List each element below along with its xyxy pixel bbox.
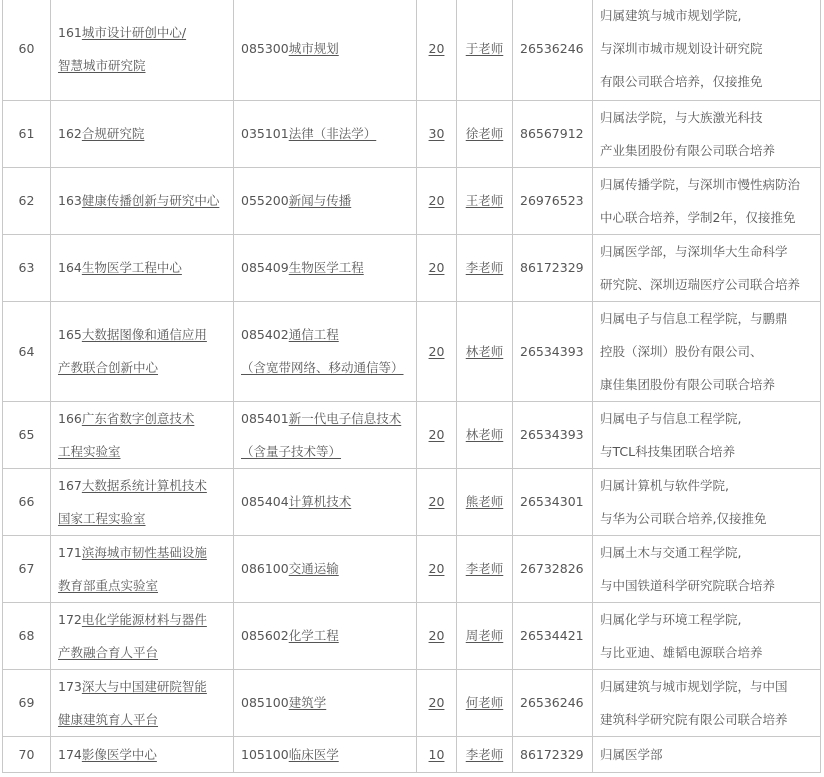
- major-link[interactable]: 城市规划: [288, 41, 339, 57]
- phone-number: 86172329: [520, 746, 584, 762]
- major-link[interactable]: 化学工程: [288, 628, 339, 643]
- unit-number: 162: [58, 126, 82, 141]
- teacher-link[interactable]: 李老师: [465, 561, 504, 576]
- unit-number: 174: [58, 746, 82, 762]
- note-line: [600, 0, 814, 32]
- quota-link[interactable]: 20: [428, 494, 445, 509]
- unit-link[interactable]: 城市设计研创中心/: [81, 24, 187, 40]
- major-line: [241, 32, 410, 65]
- major-link[interactable]: 临床医学: [288, 746, 339, 762]
- note-text: 控股（深圳）股份有限公司、: [600, 343, 763, 359]
- unit-number: 167: [58, 477, 82, 493]
- teacher-link[interactable]: 李老师: [465, 746, 504, 762]
- quota-link[interactable]: 20: [428, 628, 445, 643]
- note-line: [600, 636, 814, 669]
- major-link[interactable]: 通信工程: [288, 327, 339, 342]
- row-number-cell: [3, 535, 51, 602]
- quota-link[interactable]: 20: [428, 427, 445, 442]
- table-row: [3, 167, 821, 234]
- unit-number: 163: [58, 193, 82, 208]
- row-number: 65: [18, 427, 35, 442]
- note-line: [600, 201, 814, 234]
- note-line: [600, 603, 814, 636]
- unit-number: 173: [58, 678, 82, 694]
- teacher-link[interactable]: 熊老师: [465, 494, 504, 509]
- unit-link[interactable]: 产教融合育人平台: [58, 644, 159, 660]
- major-link[interactable]: 建筑学: [288, 695, 327, 710]
- teacher-cell: [457, 468, 513, 535]
- note-text: 研究院、深圳迈瑞医疗公司联合培养: [600, 276, 801, 292]
- unit-number: 164: [58, 260, 82, 275]
- row-number: 61: [18, 126, 35, 141]
- unit-link[interactable]: 电化学能源材料与器件: [81, 611, 207, 627]
- unit-link[interactable]: 健康传播创新与研究中心: [81, 193, 220, 208]
- quota-cell: [417, 535, 457, 602]
- note-text: 归属化学与环境工程学院,: [600, 611, 742, 627]
- table-row: [3, 669, 821, 736]
- row-number: 62: [18, 193, 35, 208]
- major-line: [241, 686, 410, 719]
- note-cell: [593, 602, 821, 669]
- quota-link[interactable]: 20: [428, 260, 445, 275]
- teacher-link[interactable]: 徐老师: [465, 126, 504, 141]
- major-code: 105100: [241, 746, 289, 762]
- table-row: [3, 301, 821, 401]
- row-number: 67: [18, 561, 35, 576]
- unit-line: [58, 184, 227, 217]
- note-text: 与深圳市城市规划设计研究院: [600, 41, 763, 57]
- major-code: 085402: [241, 327, 289, 342]
- quota-cell: [417, 301, 457, 401]
- major-line: [241, 619, 410, 652]
- note-cell: [593, 669, 821, 736]
- unit-link[interactable]: 大数据系统计算机技术: [81, 477, 207, 493]
- note-text: 建筑科学研究院有限公司联合培养: [600, 711, 788, 727]
- table-row: [3, 100, 821, 167]
- teacher-cell: [457, 535, 513, 602]
- quota-link[interactable]: 20: [428, 561, 445, 576]
- row-number: 63: [18, 260, 35, 275]
- note-text: 与华为公司联合培养,仅接推免: [600, 510, 767, 526]
- note-cell: [593, 167, 821, 234]
- unit-link[interactable]: 国家工程实验室: [58, 510, 146, 526]
- note-text: 归属医学部，与深圳华大生命科学: [600, 243, 788, 259]
- note-line: [600, 469, 814, 502]
- teacher-link[interactable]: 李老师: [465, 260, 504, 275]
- note-line: [600, 703, 814, 736]
- unit-cell: [51, 167, 234, 234]
- table-row: [3, 535, 821, 602]
- unit-number: 171: [58, 544, 82, 560]
- unit-line: [58, 251, 227, 284]
- unit-cell: [51, 602, 234, 669]
- note-text: 归属建筑与城市规划学院,: [600, 8, 742, 24]
- major-link[interactable]: 新一代电子信息技术: [288, 410, 402, 426]
- major-cell: [234, 301, 417, 401]
- quota-link[interactable]: 20: [428, 695, 445, 710]
- note-line: [600, 32, 814, 65]
- teacher-cell: [457, 100, 513, 167]
- phone-number: 26976523: [520, 193, 584, 208]
- unit-link[interactable]: 产教联合创新中心: [58, 360, 159, 375]
- note-text: 归属法学院，与大族激光科技: [600, 109, 763, 125]
- unit-link[interactable]: 健康建筑育人平台: [58, 711, 159, 727]
- phone-number: 26536246: [520, 695, 584, 710]
- teacher-link[interactable]: 林老师: [465, 343, 504, 359]
- phone-cell: [513, 0, 593, 100]
- row-number-cell: [3, 100, 51, 167]
- note-line: [600, 536, 814, 569]
- major-link[interactable]: 生物医学工程: [288, 260, 364, 275]
- teacher-cell: [457, 0, 513, 100]
- teacher-cell: [457, 234, 513, 301]
- phone-cell: [513, 401, 593, 468]
- teacher-cell: [457, 301, 513, 401]
- note-line: [600, 368, 814, 401]
- unit-cell: [51, 301, 234, 401]
- unit-line: [58, 670, 227, 703]
- unit-link[interactable]: 教育部重点实验室: [58, 577, 159, 593]
- major-line: [241, 251, 410, 284]
- note-text: 归属计算机与软件学院,: [600, 477, 729, 493]
- unit-link[interactable]: 滨海城市韧性基础设施: [81, 544, 207, 560]
- note-text: 归属建筑与城市规划学院，与中国: [600, 678, 788, 694]
- quota-cell: [417, 401, 457, 468]
- teacher-link[interactable]: 王老师: [465, 193, 504, 208]
- unit-line: [58, 738, 227, 771]
- major-cell: [234, 602, 417, 669]
- unit-line: [58, 351, 227, 384]
- note-cell: [593, 0, 821, 100]
- row-number-cell: [3, 602, 51, 669]
- unit-link[interactable]: 影像医学中心: [81, 746, 157, 762]
- teacher-link[interactable]: 何老师: [465, 695, 504, 710]
- major-line: [241, 184, 410, 217]
- phone-number: 26534421: [520, 628, 584, 643]
- major-link[interactable]: （含量子技术等）: [241, 443, 342, 459]
- quota-link[interactable]: 30: [428, 126, 445, 141]
- unit-line: [58, 703, 227, 736]
- teacher-cell: [457, 167, 513, 234]
- note-cell: [593, 234, 821, 301]
- row-number: 60: [18, 41, 35, 57]
- major-line: [241, 738, 410, 771]
- unit-line: [58, 435, 227, 468]
- unit-line: [58, 117, 227, 150]
- phone-cell: [513, 167, 593, 234]
- unit-line: [58, 16, 227, 49]
- unit-line: [58, 402, 227, 435]
- table-row: [3, 234, 821, 301]
- row-number-cell: [3, 468, 51, 535]
- unit-link[interactable]: 广东省数字创意技术: [81, 410, 195, 426]
- unit-cell: [51, 234, 234, 301]
- table-body: [3, 0, 821, 772]
- row-number: 69: [18, 695, 35, 710]
- unit-link[interactable]: 大数据图像和通信应用: [81, 327, 207, 342]
- phone-cell: [513, 669, 593, 736]
- teacher-link[interactable]: 于老师: [465, 41, 504, 57]
- table-row: [3, 401, 821, 468]
- unit-link[interactable]: 合规研究院: [81, 126, 145, 141]
- unit-number: 172: [58, 611, 82, 627]
- row-number-cell: [3, 0, 51, 100]
- phone-number: 86172329: [520, 260, 584, 275]
- phone-number: 26534393: [520, 427, 584, 442]
- table-row: [3, 468, 821, 535]
- major-link[interactable]: （含宽带网络、移动通信等）: [241, 360, 404, 375]
- major-cell: [234, 535, 417, 602]
- major-line: [241, 318, 410, 351]
- major-link[interactable]: 新闻与传播: [288, 193, 352, 208]
- phone-number: 26534301: [520, 494, 584, 509]
- major-line: [241, 485, 410, 518]
- note-line: [600, 670, 814, 703]
- major-code: 085409: [241, 260, 289, 275]
- note-line: [600, 402, 814, 435]
- teacher-link[interactable]: 周老师: [465, 628, 504, 643]
- note-text: 归属传播学院，与深圳市慢性病防治: [600, 176, 801, 192]
- phone-number: 26536246: [520, 41, 584, 57]
- unit-line: [58, 603, 227, 636]
- teacher-cell: [457, 736, 513, 772]
- unit-line: [58, 49, 227, 82]
- major-cell: [234, 468, 417, 535]
- note-line: [600, 168, 814, 201]
- note-text: 有限公司联合培养，仅接推免: [600, 74, 763, 90]
- major-code: 085602: [241, 628, 289, 643]
- phone-number: 86567912: [520, 126, 584, 141]
- unit-cell: [51, 535, 234, 602]
- major-code: 085401: [241, 410, 289, 426]
- note-text: 归属土木与交通工程学院,: [600, 544, 742, 560]
- row-number-cell: [3, 669, 51, 736]
- major-code: 055200: [241, 193, 289, 208]
- major-link[interactable]: 交通运输: [288, 561, 339, 576]
- unit-link[interactable]: 生物医学工程中心: [81, 260, 182, 275]
- major-cell: [234, 736, 417, 772]
- major-cell: [234, 669, 417, 736]
- major-line: [241, 351, 410, 384]
- unit-link[interactable]: 工程实验室: [58, 443, 121, 459]
- note-line: [600, 235, 814, 268]
- major-cell: [234, 100, 417, 167]
- quota-link[interactable]: 20: [428, 41, 445, 57]
- phone-cell: [513, 602, 593, 669]
- note-line: [600, 268, 814, 301]
- note-cell: [593, 100, 821, 167]
- unit-number: 165: [58, 327, 82, 342]
- note-text: 产业集团股份有限公司联合培养: [600, 142, 776, 158]
- quota-link[interactable]: 20: [428, 193, 445, 208]
- note-line: [600, 65, 814, 98]
- table-row: [3, 0, 821, 100]
- quota-cell: [417, 736, 457, 772]
- unit-cell: [51, 401, 234, 468]
- unit-line: [58, 469, 227, 502]
- note-line: [600, 435, 814, 468]
- phone-cell: [513, 301, 593, 401]
- note-cell: [593, 468, 821, 535]
- teacher-cell: [457, 602, 513, 669]
- program-table: [2, 0, 821, 773]
- note-cell: [593, 736, 821, 772]
- teacher-cell: [457, 401, 513, 468]
- row-number-cell: [3, 234, 51, 301]
- phone-cell: [513, 736, 593, 772]
- quota-cell: [417, 468, 457, 535]
- quota-link[interactable]: 10: [428, 746, 445, 762]
- unit-cell: [51, 468, 234, 535]
- note-line: [600, 738, 814, 771]
- major-cell: [234, 167, 417, 234]
- row-number-cell: [3, 736, 51, 772]
- note-cell: [593, 301, 821, 401]
- row-number: 70: [18, 746, 35, 762]
- note-cell: [593, 401, 821, 468]
- note-text: 与TCL科技集团联合培养: [600, 443, 736, 459]
- phone-cell: [513, 468, 593, 535]
- unit-cell: [51, 736, 234, 772]
- note-line: [600, 134, 814, 167]
- row-number-cell: [3, 301, 51, 401]
- note-line: [600, 302, 814, 335]
- major-line: [241, 117, 410, 150]
- unit-line: [58, 318, 227, 351]
- major-line: [241, 402, 410, 435]
- quota-link[interactable]: 20: [428, 343, 445, 359]
- note-line: [600, 335, 814, 368]
- unit-line: [58, 636, 227, 669]
- note-text: 与比亚迪、雄韬电源联合培养: [600, 644, 763, 660]
- note-line: [600, 569, 814, 602]
- unit-line: [58, 502, 227, 535]
- table-row: [3, 736, 821, 772]
- phone-cell: [513, 535, 593, 602]
- unit-cell: [51, 669, 234, 736]
- major-line: [241, 552, 410, 585]
- major-line: [241, 435, 410, 468]
- phone-cell: [513, 100, 593, 167]
- quota-cell: [417, 234, 457, 301]
- row-number: 64: [18, 343, 35, 359]
- major-code: 086100: [241, 561, 289, 576]
- major-cell: [234, 401, 417, 468]
- note-text: 归属医学部: [600, 746, 663, 762]
- phone-number: 26534393: [520, 343, 584, 359]
- quota-cell: [417, 167, 457, 234]
- row-number: 68: [18, 628, 35, 643]
- phone-number: 26732826: [520, 561, 584, 576]
- note-line: [600, 502, 814, 535]
- note-text: 中心联合培养，学制2年，仅接推免: [600, 209, 796, 225]
- row-number-cell: [3, 167, 51, 234]
- row-number: 66: [18, 494, 35, 509]
- note-text: 归属电子与信息工程学院，与鹏鼎: [600, 310, 788, 326]
- major-link[interactable]: 法律（非法学）: [288, 126, 377, 141]
- major-cell: [234, 0, 417, 100]
- note-cell: [593, 535, 821, 602]
- teacher-cell: [457, 669, 513, 736]
- note-text: 与中国铁道科学研究院联合培养: [600, 577, 776, 593]
- note-line: [600, 101, 814, 134]
- quota-cell: [417, 0, 457, 100]
- unit-number: 161: [58, 24, 82, 40]
- quota-cell: [417, 669, 457, 736]
- phone-cell: [513, 234, 593, 301]
- major-code: 085100: [241, 695, 289, 710]
- table-row: [3, 602, 821, 669]
- unit-cell: [51, 0, 234, 100]
- quota-cell: [417, 100, 457, 167]
- unit-link[interactable]: 深大与中国建研院智能: [81, 678, 207, 694]
- teacher-link[interactable]: 林老师: [465, 427, 504, 442]
- unit-line: [58, 536, 227, 569]
- unit-number: 166: [58, 410, 82, 426]
- major-code: 085404: [241, 494, 289, 509]
- row-number-cell: [3, 401, 51, 468]
- note-text: 归属电子与信息工程学院,: [600, 410, 742, 426]
- major-code: 035101: [241, 126, 289, 141]
- unit-cell: [51, 100, 234, 167]
- major-cell: [234, 234, 417, 301]
- quota-cell: [417, 602, 457, 669]
- unit-line: [58, 569, 227, 602]
- note-text: 康佳集团股份有限公司联合培养: [600, 376, 776, 392]
- unit-link[interactable]: 智慧城市研究院: [58, 57, 146, 73]
- major-link[interactable]: 计算机技术: [288, 494, 352, 509]
- major-code: 085300: [241, 41, 289, 57]
